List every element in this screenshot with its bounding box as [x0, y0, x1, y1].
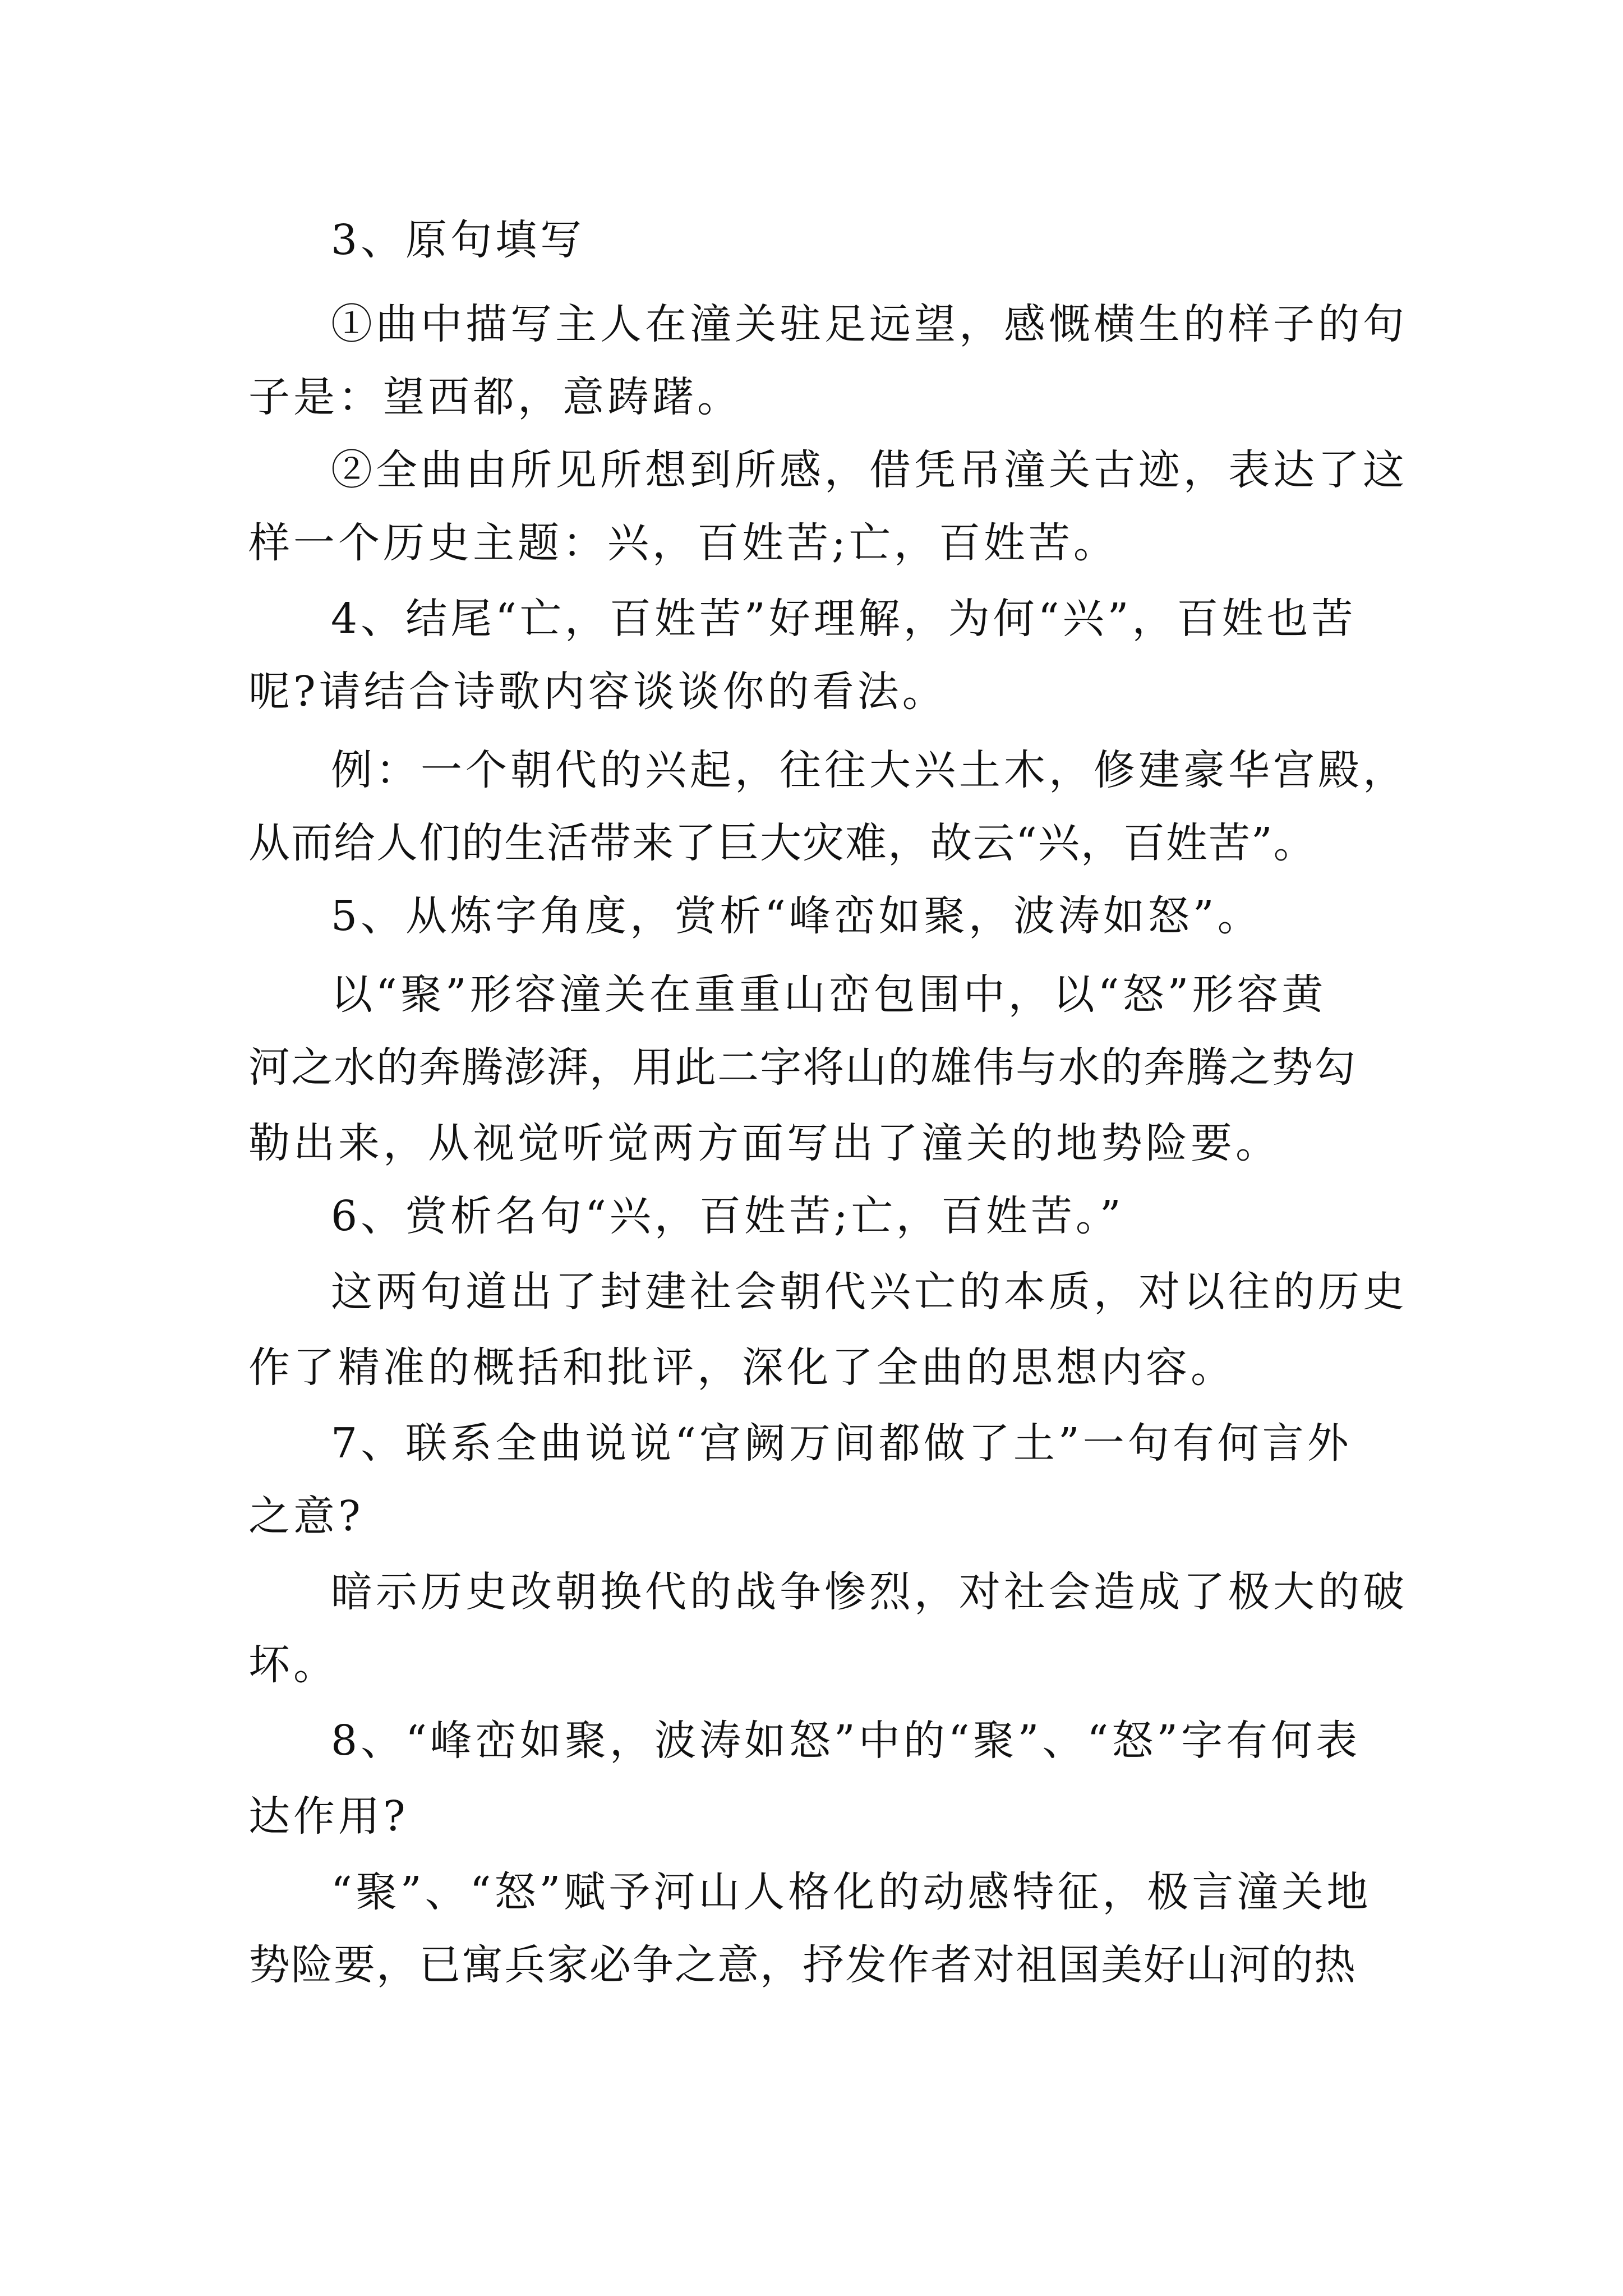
- answer-5-line-1: 以“聚”形容潼关在重重山峦包围中，以“怒”形容黄: [331, 970, 1327, 1019]
- question-2-line-1: ②全曲由所见所想到所感，借凭吊潼关古迹，表达了这: [331, 446, 1408, 494]
- answer-5-line-3: 勒出来，从视觉听觉两方面写出了潼关的地势险要。: [248, 1119, 1280, 1167]
- question-1-line-1: ①曲中描写主人在潼关驻足远望，感慨横生的样子的句: [331, 300, 1408, 348]
- answer-6-line-2: 作了精准的概括和批评，深化了全曲的思想内容。: [248, 1343, 1235, 1392]
- answer-6-line-1: 这两句道出了封建社会朝代兴亡的本质，对以往的历史: [331, 1268, 1408, 1316]
- answer-4-line-1: 例：一个朝代的兴起，往往大兴土木，修建豪华宫殿，: [331, 746, 1408, 794]
- question-6: 6、赏析名句“兴，百姓苦;亡，百姓苦。”: [331, 1192, 1124, 1240]
- answer-7-line-1: 暗示历史改朝换代的战争惨烈，对社会造成了极大的破: [331, 1568, 1408, 1616]
- question-1-line-2: 子是：望西都，意踌躇。: [248, 373, 742, 421]
- question-5: 5、从炼字角度，赏析“峰峦如聚，波涛如怒”。: [331, 892, 1262, 940]
- question-7-line-2: 之意?: [248, 1492, 364, 1540]
- answer-4-line-2: 从而给人们的生活带来了巨大灾难，故云“兴，百姓苦”。: [248, 819, 1316, 867]
- answer-7-line-2: 坏。: [248, 1641, 338, 1689]
- question-8-line-2: 达作用?: [248, 1792, 409, 1841]
- question-4-line-2: 呢?请结合诗歌内容谈谈你的看法。: [248, 668, 947, 716]
- question-4-line-1: 4、结尾“亡，百姓苦”好理解，为何“兴”，百姓也苦: [331, 595, 1357, 643]
- question-7-line-1: 7、联系全曲说说“宫阙万间都做了土”一句有何言外: [331, 1419, 1352, 1467]
- answer-5-line-2: 河之水的奔腾澎湃，用此二字将山的雄伟与水的奔腾之势勾: [248, 1043, 1357, 1092]
- question-2-line-2: 样一个历史主题：兴，百姓苦;亡，百姓苦。: [248, 519, 1118, 567]
- answer-8-line-1: “聚”、“怒”赋予河山人格化的动感特征，极言潼关地: [331, 1868, 1372, 1916]
- answer-8-line-2: 势险要，已寓兵家必争之意，抒发作者对祖国美好山河的热: [248, 1941, 1357, 1989]
- section-heading-3: 3、原句填写: [331, 216, 585, 264]
- question-8-line-1: 8、“峰峦如聚，波涛如怒”中的“聚”、“怒”字有何表: [331, 1717, 1361, 1765]
